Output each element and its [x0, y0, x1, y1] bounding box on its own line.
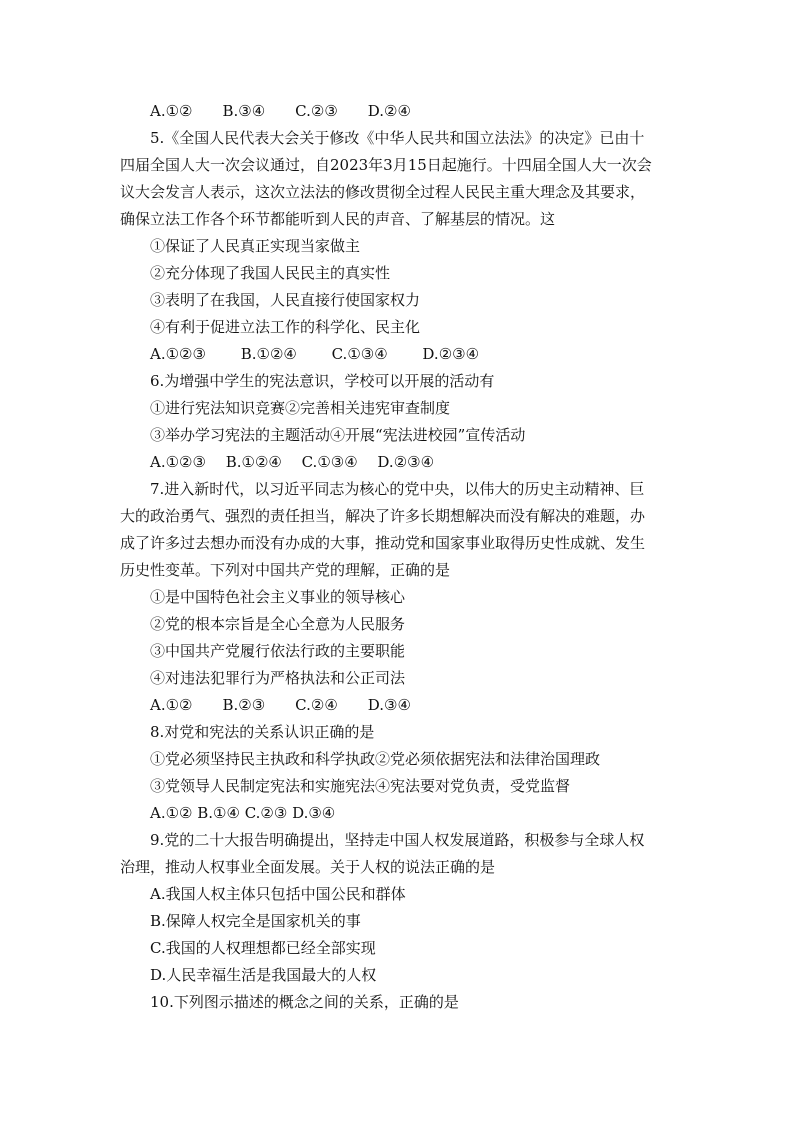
q7-stem-line-3: 成了许多过去想办而没有办成的大事，推动党和国家事业取得历史性成就、发生 [120, 534, 646, 552]
q6-item-1: ①进行宪法知识竞赛②完善相关违宪审查制度 [150, 399, 451, 417]
q6-options: A.①②③ B.①②④ C.①③④ D.②③④ [150, 453, 435, 471]
q10-stem: 10.下列图示描述的概念之间的关系，正确的是 [150, 993, 459, 1011]
q5-stem-line-1: 5.《全国人民代表大会关于修改《中华人民共和国立法法》的决定》已由十 [150, 129, 645, 147]
q9-stem-line-1: 9.党的二十大报告明确提出，坚持走中国人权发展道路，积极参与全球人权 [150, 831, 645, 849]
q5-item-3: ③表明了在我国，人民直接行使国家权力 [150, 291, 421, 309]
q4-options: A.①② B.③④ C.②③ D.②④ [150, 102, 411, 120]
q8-item-2: ③党领导人民制定宪法和实施宪法④宪法要对党负责，受党监督 [150, 777, 571, 795]
q5-item-2: ②充分体现了我国人民民主的真实性 [150, 264, 391, 282]
q8-item-1: ①党必须坚持民主执政和科学执政②党必须依据宪法和法律治国理政 [150, 750, 601, 768]
q8-options: A.①② B.①④ C.②③ D.③④ [150, 804, 336, 822]
q6-item-2: ③举办学习宪法的主题活动④开展“宪法进校园”宣传活动 [150, 426, 526, 444]
q7-stem-line-4: 历史性变革。下列对中国共产党的理解，正确的是 [120, 561, 451, 579]
q5-item-1: ①保证了人民真正实现当家做主 [150, 237, 361, 255]
q7-item-2: ②党的根本宗旨是全心全意为人民服务 [150, 615, 406, 633]
q5-item-4: ④有利于促进立法工作的科学化、民主化 [150, 318, 421, 336]
q9-option-b: B.保障人权完全是国家机关的事 [150, 912, 361, 930]
q9-stem-line-2: 治理，推动人权事业全面发展。关于人权的说法正确的是 [120, 858, 496, 876]
q8-stem: 8.对党和宪法的关系认识正确的是 [150, 723, 375, 741]
q6-stem: 6.为增强中学生的宪法意识，学校可以开展的活动有 [150, 372, 495, 390]
q7-stem-line-2: 大的政治勇气、强烈的责任担当，解决了许多长期想解决而没有解决的难题，办 [120, 507, 646, 525]
q5-stem-line-2: 四届全国人大一次会议通过，自2023年3月15日起施行。十四届全国人大一次会 [120, 156, 652, 174]
q7-item-4: ④对违法犯罪行为严格执法和公正司法 [150, 669, 406, 687]
q9-option-c: C.我国的人权理想都已经全部实现 [150, 939, 376, 957]
q9-option-a: A.我国人权主体只包括中国公民和群体 [150, 885, 406, 903]
q7-options: A.①② B.②③ C.②④ D.③④ [150, 696, 411, 714]
q7-stem-line-1: 7.进入新时代，以习近平同志为核心的党中央，以伟大的历史主动精神、巨 [150, 480, 645, 498]
q7-item-3: ③中国共产党履行依法行政的主要职能 [150, 642, 406, 660]
q5-stem-line-4: 确保立法工作各个环节都能听到人民的声音、了解基层的情况。这 [120, 210, 556, 228]
q9-option-d: D.人民幸福生活是我国最大的人权 [150, 966, 377, 984]
q7-item-1: ①是中国特色社会主义事业的领导核心 [150, 588, 406, 606]
q5-stem-line-3: 议大会发言人表示，这次立法法的修改贯彻全过程人民民主重大理念及其要求， [120, 183, 646, 201]
q5-options: A.①②③ B.①②④ C.①③④ D.②③④ [150, 345, 480, 363]
